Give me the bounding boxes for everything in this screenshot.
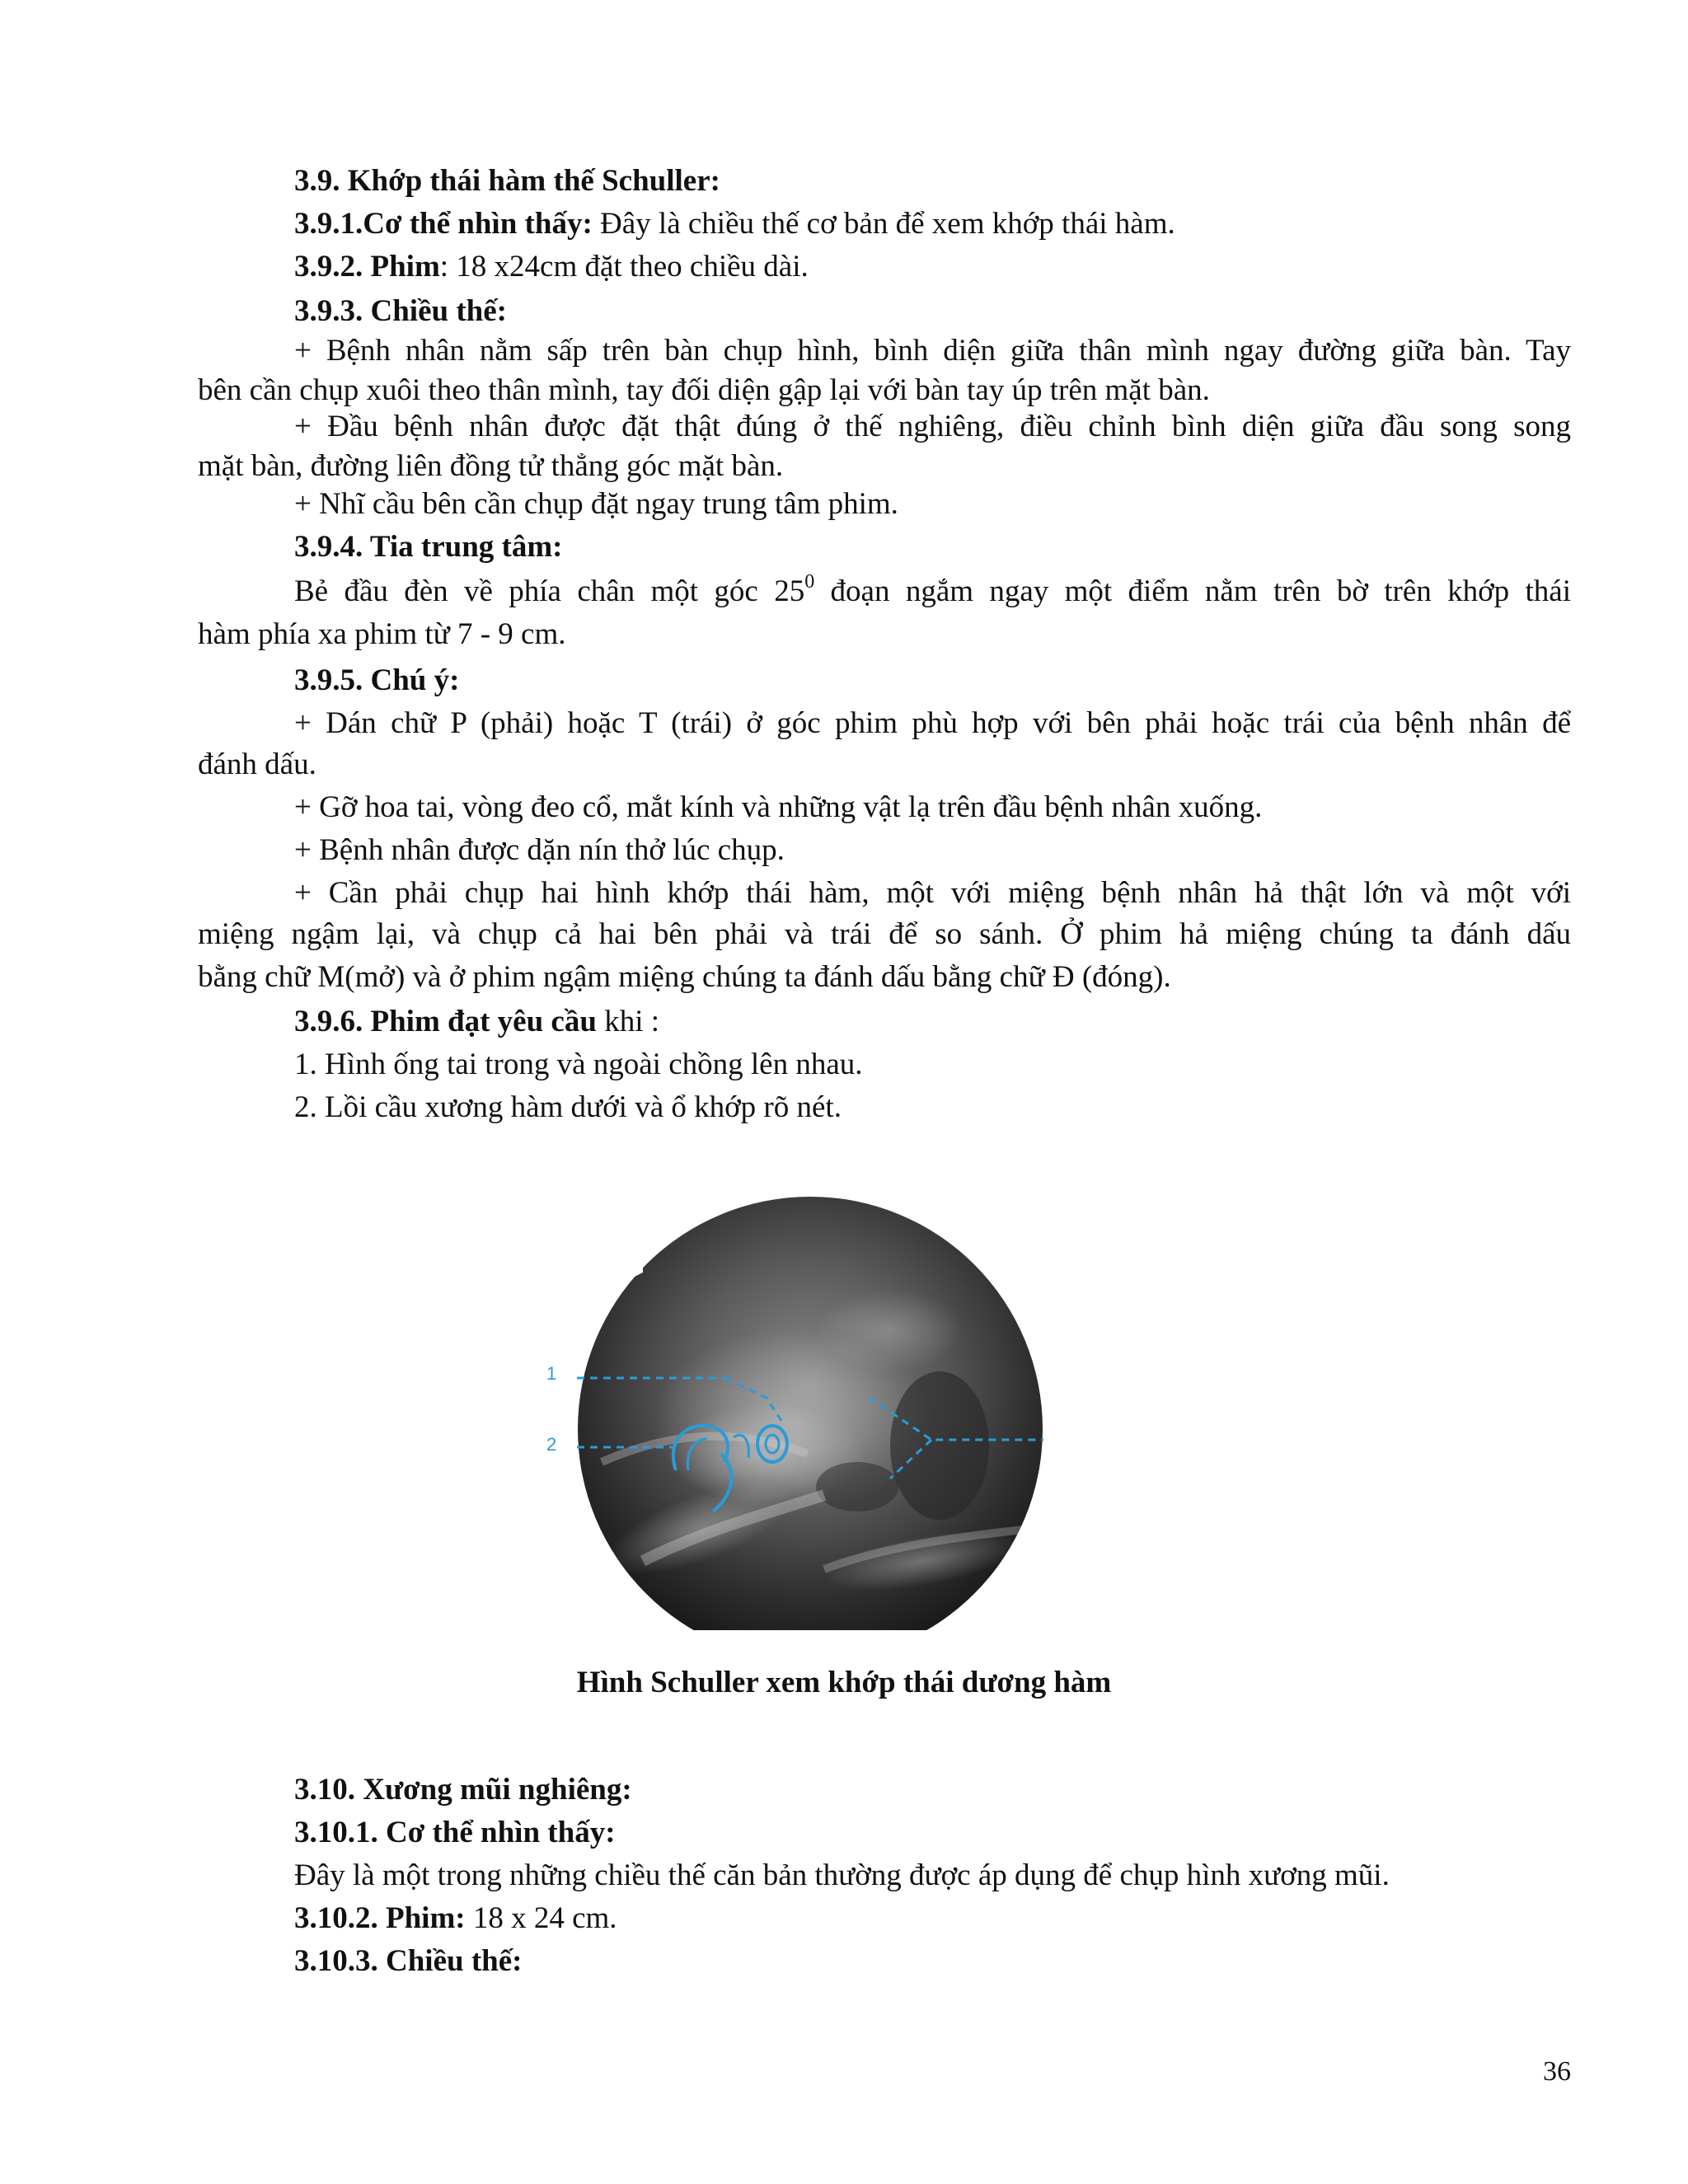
paragraph-line: bên cần chụp xuôi theo thân mình, tay đối diện gập lại với bàn tay úp trên mặt bàn. (198, 373, 1210, 407)
subsection-3-9-6: 3.9.6. Phim đạt yêu cầu khi : (294, 1005, 659, 1038)
list-item: 2. Lồi cầu xương hàm dưới và ổ khớp rõ nét. (294, 1090, 842, 1124)
subsection-3-9-4-heading: 3.9.4. Tia trung tâm: (294, 530, 563, 564)
section-heading: 3.9. Khớp thái hàm thế Schuller: (294, 164, 720, 198)
paragraph-line: + Gỡ hoa tai, vòng đeo cổ, mắt kính và những vật lạ trên đầu bệnh nhân xuống. (294, 790, 1263, 824)
paragraph-line: hàm phía xa phim từ 7 - 9 cm. (198, 617, 566, 651)
paragraph-line: đánh dấu. (198, 748, 316, 781)
figure-caption: Hình Schuller xem khớp thái dương hàm (576, 1666, 1112, 1699)
paragraph-line: bằng chữ M(mở) và ở phim ngậm miệng chúng ta đánh dấu bằng chữ Đ (đóng). (198, 960, 1171, 994)
paragraph-line: Bẻ đầu đèn về phía chân một góc $25^0$ đoạn ngắm ngay một điểm nằm trên bờ trên khớp thái (294, 571, 1571, 608)
paragraph-line: + Nhĩ cầu bên cần chụp đặt ngay trung tâm phim. (294, 487, 898, 521)
page-number: 36 (1543, 2056, 1571, 2087)
section-heading: 3.10. Xương mũi nghiêng: (294, 1773, 632, 1807)
paragraph-line: Đây là một trong những chiều thế căn bản thường được áp dụng để chụp hình xương mũi. (294, 1858, 1390, 1892)
paragraph-line: + Bệnh nhân nằm sấp trên bàn chụp hình, bình diện giữa thân mình ngay đường giữa bàn. Tay (294, 334, 1571, 368)
paragraph-line: + Cần phải chụp hai hình khớp thái hàm, một với miệng bệnh nhân hả thật lớn và một với (294, 876, 1571, 910)
schuller-radiograph-image (577, 1182, 1043, 1630)
paragraph-line: miệng ngậm lại, và chụp cả hai bên phải và trái để so sánh. Ở phim hả miệng chúng ta đánh dấu (198, 917, 1571, 951)
subsection-3-9-1: 3.9.1.Cơ thể nhìn thấy: Đây là chiều thế cơ bản để xem khớp thái hàm. (294, 207, 1175, 241)
paragraph-line: + Đầu bệnh nhân được đặt thật đúng ở thế nghiêng, điều chỉnh bình diện giữa đầu song song (294, 410, 1571, 443)
subsection-3-9-5-heading: 3.9.5. Chú ý: (294, 663, 460, 697)
subsection-3-10-3-heading: 3.10.3. Chiều thế: (294, 1944, 523, 1978)
paragraph-line: mặt bàn, đường liên đồng tử thẳng góc mặt bàn. (198, 449, 784, 483)
figure-label-1-outer: 1 (546, 1363, 557, 1384)
paragraph-line: + Dán chữ P (phải) hoặc T (trái) ở góc phim phù hợp với bên phải hoặc trái của bệnh nhân để (294, 706, 1571, 740)
list-item: 1. Hình ống tai trong và ngoài chồng lên nhau. (294, 1047, 863, 1081)
paragraph-line: + Bệnh nhân được dặn nín thở lúc chụp. (294, 833, 785, 867)
subsection-3-10-1-heading: 3.10.1. Cơ thể nhìn thấy: (294, 1816, 616, 1849)
subsection-3-10-2: 3.10.2. Phim: 18 x 24 cm. (294, 1901, 617, 1935)
subsection-3-9-3-heading: 3.9.3. Chiều thế: (294, 294, 507, 328)
subsection-3-9-2: 3.9.2. Phim: 18 x24cm đặt theo chiều dài. (294, 250, 809, 284)
figure-label-2-outer: 2 (546, 1434, 557, 1455)
